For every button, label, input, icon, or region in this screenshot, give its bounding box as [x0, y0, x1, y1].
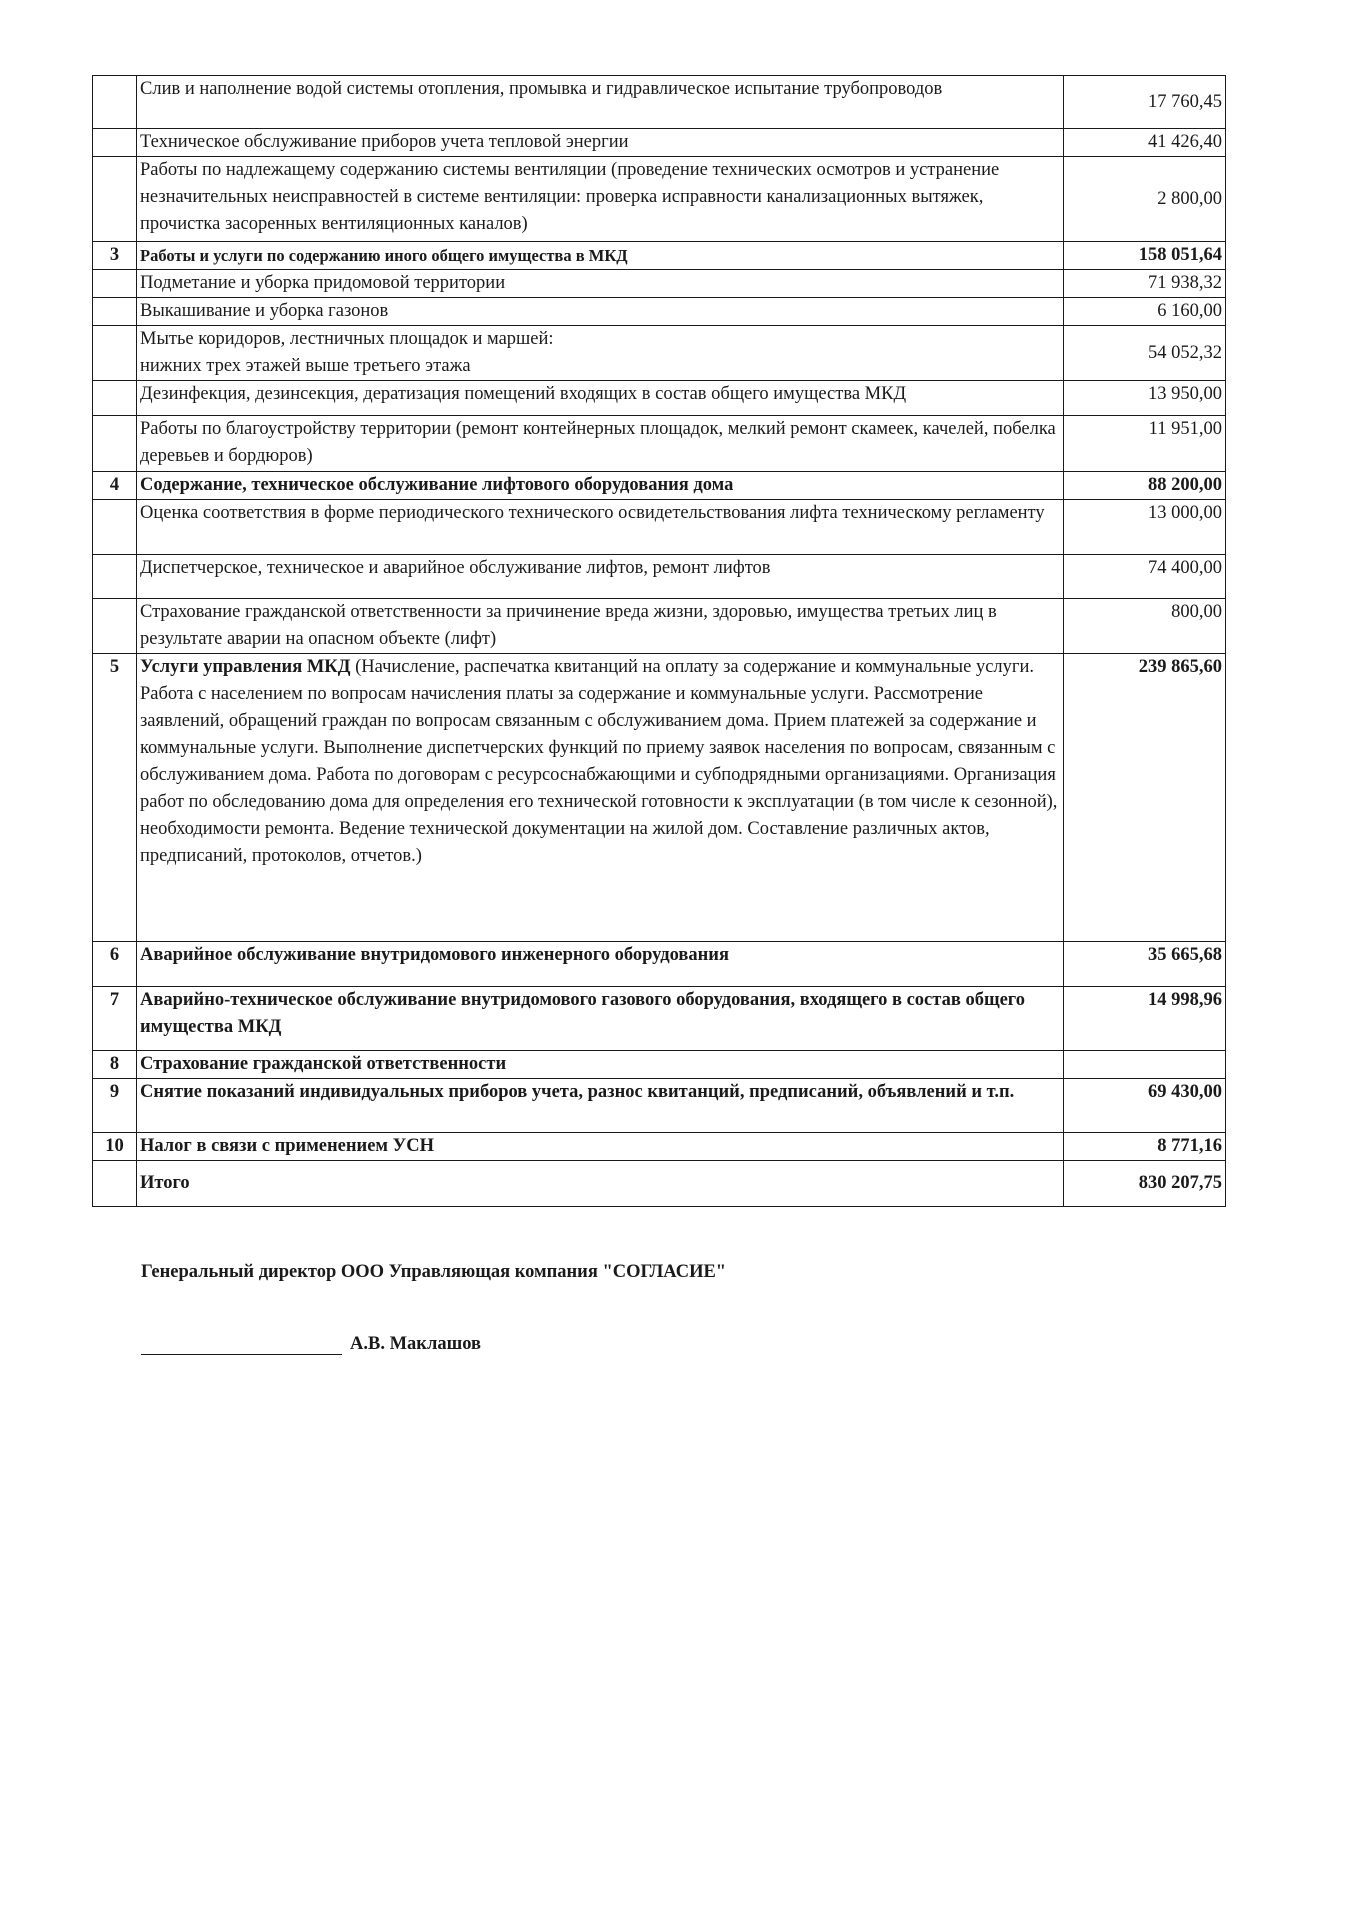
row-number-cell [93, 129, 137, 157]
total-label: Итого [137, 1161, 1064, 1207]
table-row [93, 242, 1226, 270]
description-line: Мытье коридоров, лестничных площадок и маршей: [140, 329, 554, 349]
table-row [93, 129, 1226, 157]
signature-line [141, 1332, 342, 1355]
table-row [93, 76, 1226, 129]
section-number: 9 [93, 1079, 137, 1133]
section-number: 7 [93, 987, 137, 1051]
table-row [93, 942, 1226, 987]
item-description: Работы по благоустройству территории (ремонт контейнерных площадок, мелкий ремонт скамеек, качелей, побелка деревьев и бордюров) [137, 416, 1064, 472]
item-description [137, 326, 1064, 381]
table-row [93, 555, 1226, 599]
row-number-cell [93, 326, 137, 381]
item-description: Слив и наполнение водой системы отопления, промывка и гидравлическое испытание трубопроводов [137, 76, 1064, 129]
section-title: Налог в связи с применением УСН [137, 1133, 1064, 1161]
item-description: Оценка соответствия в форме периодического технического освидетельствования лифта техническому регламенту [137, 500, 1064, 555]
table-row [93, 472, 1226, 500]
section-amount [1064, 1051, 1226, 1079]
total-row [93, 1161, 1226, 1207]
signature-block [141, 1332, 481, 1355]
item-description: Выкашивание и уборка газонов [137, 298, 1064, 326]
table-row [93, 599, 1226, 654]
section-amount: 239 865,60 [1064, 654, 1226, 942]
item-amount: 6 160,00 [1064, 298, 1226, 326]
section-title: Страхование гражданской ответственности [137, 1051, 1064, 1079]
item-description: Подметание и уборка придомовой территории [137, 270, 1064, 298]
section-title: Содержание, техническое обслуживание лифтового оборудования дома [137, 472, 1064, 500]
item-amount: 13 000,00 [1064, 500, 1226, 555]
table-row [93, 298, 1226, 326]
section-title: Снятие показаний индивидуальных приборов учета, разнос квитанций, предписаний, объявлений и т.п. [137, 1079, 1064, 1133]
section-title: Работы и услуги по содержанию иного общего имущества в МКД [137, 242, 1064, 270]
item-description: Дезинфекция, дезинсекция, дератизация помещений входящих в состав общего имущества МКД [137, 381, 1064, 416]
table-row [93, 1079, 1226, 1133]
total-amount: 830 207,75 [1064, 1161, 1226, 1207]
section-number: 6 [93, 942, 137, 987]
item-description: Страхование гражданской ответственности за причинение вреда жизни, здоровью, имущества третьих лиц в результате аварии на опасном объекте (лифт) [137, 599, 1064, 654]
section-amount: 14 998,96 [1064, 987, 1226, 1051]
section-number: 5 [93, 654, 137, 942]
item-description: Работы по надлежащему содержанию системы вентиляции (проведение технических осмотров и устранение незначительных неисправностей в системе вентиляции: проверка исправности канализационных вытяжек, прочистка засоренных вентиляционных каналов) [137, 157, 1064, 242]
table-row [93, 654, 1226, 942]
row-number-cell [93, 416, 137, 472]
section-amount: 69 430,00 [1064, 1079, 1226, 1133]
table-row [93, 416, 1226, 472]
table-row [93, 500, 1226, 555]
item-amount: 17 760,45 [1064, 76, 1226, 129]
row-number-cell [93, 500, 137, 555]
row-number-cell [93, 76, 137, 129]
item-amount: 2 800,00 [1064, 157, 1226, 242]
row-number-cell [93, 157, 137, 242]
item-amount: 13 950,00 [1064, 381, 1226, 416]
section-title: Аварийно-техническое обслуживание внутридомового газового оборудования, входящего в состав общего имущества МКД [137, 987, 1064, 1051]
item-description: Техническое обслуживание приборов учета тепловой энергии [137, 129, 1064, 157]
row-number-cell [93, 298, 137, 326]
item-amount: 74 400,00 [1064, 555, 1226, 599]
services-cost-table [92, 75, 1226, 1207]
item-description: Диспетчерское, техническое и аварийное обслуживание лифтов, ремонт лифтов [137, 555, 1064, 599]
table-row [93, 326, 1226, 381]
section-number: 4 [93, 472, 137, 500]
item-amount: 11 951,00 [1064, 416, 1226, 472]
section-amount: 88 200,00 [1064, 472, 1226, 500]
signer-name: А.В. Маклашов [350, 1334, 481, 1354]
section-title: Аварийное обслуживание внутридомового инженерного оборудования [137, 942, 1064, 987]
table-row [93, 1133, 1226, 1161]
row-number-cell [93, 1161, 137, 1207]
section-number: 3 [93, 242, 137, 270]
section-description [137, 654, 1064, 942]
section-number: 8 [93, 1051, 137, 1079]
table-row [93, 987, 1226, 1051]
row-number-cell [93, 555, 137, 599]
row-number-cell [93, 599, 137, 654]
section-title: Услуги управления МКД [140, 657, 351, 677]
section-amount: 8 771,16 [1064, 1133, 1226, 1161]
item-amount: 54 052,32 [1064, 326, 1226, 381]
director-title: Генеральный директор ООО Управляющая компания "СОГЛАСИЕ" [141, 1262, 727, 1282]
section-text: (Начисление, распечатка квитанций на оплату за содержание и коммунальные услуги. Работа с населением по вопросам начисления платы за содержание и коммунальные услуги. Рассмотрение заявлений, обращений граждан по вопросам связанным с обслуживанием дома. Прием платежей за содержание и коммунальные услуги. Выполнение диспетчерских функций по приему заявок населения по вопросам, связанным с обслуживанием дома. Работа по договорам с ресурсоснабжающими и субподрядными организациями. Организация работ по обследованию дома для определения его технической готовности к эксплуатации (в том числе к сезонной), необходимости ремонта. Ведение технической документации на жилой дом. Составление различных актов, предписаний, протоколов, отчетов.) [140, 657, 1058, 866]
item-amount: 800,00 [1064, 599, 1226, 654]
section-amount: 35 665,68 [1064, 942, 1226, 987]
section-number: 10 [93, 1133, 137, 1161]
item-amount: 41 426,40 [1064, 129, 1226, 157]
row-number-cell [93, 270, 137, 298]
section-amount: 158 051,64 [1064, 242, 1226, 270]
row-number-cell [93, 381, 137, 416]
description-line: нижних трех этажей выше третьего этажа [140, 356, 471, 376]
table-row [93, 1051, 1226, 1079]
item-amount: 71 938,32 [1064, 270, 1226, 298]
table-row [93, 270, 1226, 298]
table-row [93, 381, 1226, 416]
table-row [93, 157, 1226, 242]
